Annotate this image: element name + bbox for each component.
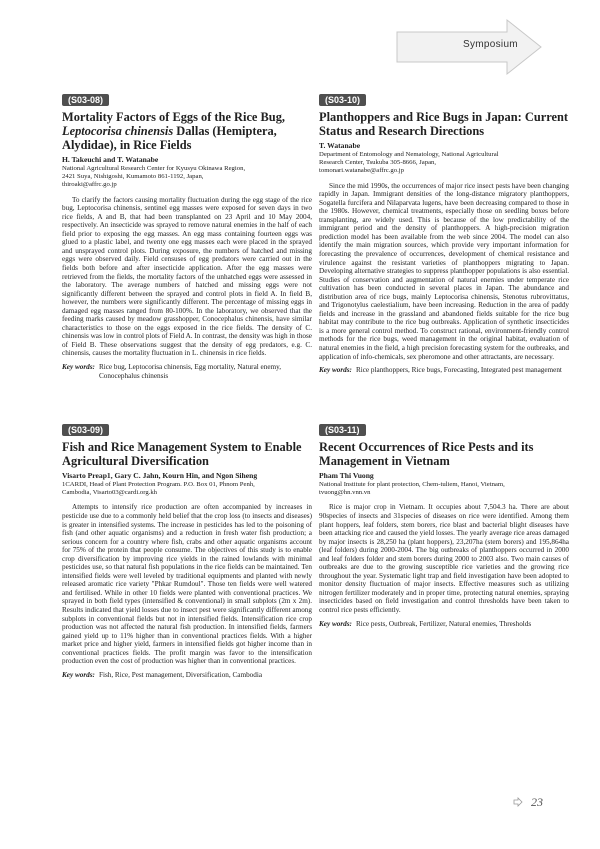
article-s03-11: [319, 420, 569, 628]
article-title: Fish and Rice Management System to Enable Agricultural Diversification: [62, 440, 302, 468]
article-title: Recent Occurrences of Rice Pests and its Management in Vietnam: [319, 440, 534, 468]
article-authors: Pham Thi Vuong: [319, 471, 374, 480]
article-abstract: Since the mid 1990s, the occurrences of major rice insect pests have been changing rapidly in Japan. Immigrant densities of the long-distance migratory planthoppers, Sogatella furcifera and Nilaparvata lugens, have been decreasing compared to those in the 1980s. However, chemical treatments, especially those on seedling boxes before transplanting, are widely used. This is because of the low predictability of the immigrant period and the density of planthoppers. A high-precision migration prediction model has been available from the web since 2004. The model can also identify the main migration sources, which provide very important information for forecasting the prevalence of occurrences, development of chemical resistance and virulence against the resistant varieties of planthoppers migrating to Japan. Developing alternative strategies to suppress planthopper populations is also essential. Studies of conservation and augmentation of natural enemies under temperate rice cultivation has been conducted in several places in Japan. The abundance and distribution area of rice bugs, mainly Leptocorisa chinensis, Stenotus rubrovittatus, and Trigonotylus caelestialium, have been increasing. Reduction in the area of paddy fields and increase in the grassland and abandoned fields suitable for the rice bug habitat may contribute to the rice bug outbreaks. Application of synthetic insecticides is a more general control method. To construct rational, environment-friendly control methods for the rice bugs, weed management in the original habitat, evaluation of natural enemies in the field, a high precision forecasting system for the outbreaks, and application of info-chemicals, sex pheromone and other attractants, are necessary.: [319, 181, 569, 361]
page-number: 23: [531, 795, 543, 809]
section-header-tab: [395, 18, 545, 76]
article-keywords: Key words: Rice bug, Leptocorisa chinensis, Egg mortality, Natural enemy, Conocephalus chinensis: [62, 363, 282, 380]
article-s03-10: [319, 90, 569, 375]
article-keywords: Key words: Rice planthoppers, Rice bugs, Forecasting, Integrated pest management: [319, 366, 562, 375]
article-keywords: Key words: Rice pests, Outbreak, Fertilizer, Natural enemies, Thresholds: [319, 619, 532, 628]
article-title: Planthoppers and Rice Bugs in Japan: Current Status and Research Directions: [319, 110, 568, 138]
article-authors: Visarto Preap1, Gary C. Jahn, Kourn Hin, and Ngon Siheng: [62, 471, 258, 480]
article-code: (S03-09): [62, 424, 109, 436]
article-s03-08: [62, 90, 312, 380]
section-label: Symposium: [463, 39, 518, 50]
article-affiliation: National Institute for plant protection, Chem-tuliem, Hanoi, Vietnam, tvuong@hn.vnn.vn: [319, 481, 505, 497]
page-footer: [513, 795, 543, 810]
arrow-right-icon: [513, 797, 523, 807]
article-code: (S03-10): [319, 94, 366, 106]
article-keywords: Key words: Fish, Rice, Pest management, Diversification, Cambodia: [62, 670, 263, 679]
article-authors: T. Watanabe: [319, 141, 361, 150]
article-abstract: Rice is major crop in Vietnam. It occupies about 7,504.3 ha. There are about 90species of insects and 31species of diseases on rice were identified. Among them plant hoppers, leaf folders, stem borers, rice blast and bacterial blight diseases have been attacking rice and caused the yield losses. The yearly average rice areas damaged by major insects is 28,250 ha (plant hoppers), 23,207ha (stem borers) and 195,864ha (leaf folders) during 2000-2004. The big outbreaks of planthoppers occurred in 2000 and leaf folders folder and stem borers during 2000 to 2003 also. Two main causes of outbreaks are due to the growing susceptible rice varieties and the growing rice throughout the year. Systematic light trap and field investigation have been adopted to monitor density fluctuation of major insects. Effective measures such as utilizing nitrogen fertilizer moderately and in proper time, protecting natural enemies, spraying insecticides based on field investigation and control thresholds have been taken to control rice pests efficiently.: [319, 503, 569, 614]
article-abstract: Attempts to intensify rice production are often accompanied by increases in pesticide use due to a commonly held belief that the crop loss (to insects and diseases) is greater in intensified systems. The increase in pesticides has led to the poisoning of fish (and other aquatic organisms) and a reduction in fresh water fish production; a serious concern for a country where fish, crabs and other aquatic organisms account for 75% of the protein that people consume. The objectives of this study is to enable crop diversification by improving rice yields in the rained lowlands with minimal pesticides use, so that natural fish populations in the rice fields can be maintained. Ten intensified fields were well leveled by traditional equipments and planted with newly released aromatic rice variety "Phkar Rumdoul". Those ten fields were well watered and fertilised. While in other 10 fields were planted with conventional practices. We sprayed in both field types (intensified & conventional) in small subplots (2m x 2m). Results indicated that yield losses due to insect pest were significantly different among subplots in conventional fields but not in intensified fields. Intensification rice crop production was not affected the natural fish production. In intensified fields, farmers gained yield up to 11% higher than in conventional practices fields. With a higher market price and higher yield, farmers in intensified fields got higher income than in conventional practices fields. The profit margin was favor to the intensification production even the cost of production was higher than in conventional practices.: [62, 503, 312, 666]
article-s03-09: [62, 420, 312, 679]
article-affiliation: National Agricultural Research Center for Kyusyu Okinawa Region, 2421 Suya, Nishigoshi, Kumamoto 861-1192, Japan, thiroaki@affrc.go.jp: [62, 165, 246, 189]
article-abstract: To clarify the factors causing mortality fluctuation during the egg stage of the rice bug, Leptocorisa chinensis, sentinel egg masses were exposed for seven days in two rice fields, A and B, that had been transplanted on 23 April and 10 May 2004, respectively. An insecticide was sprayed to remove natural enemies in the half of each field prior to exposing the egg masses. An egg mass containing fourteen eggs was glued to a plastic label, and twenty one egg masses each were placed in the sprayed and unsprayed control plots. During exposure, the numbers of hatched and missing eggs were observed daily. Field censuses of egg predators were carried out in the fields both before and after insecticide application. After the egg masses were retrieved from the fields, the mortality factors of the unhatched eggs were assessed in the laboratory. The average numbers of hatched and missing eggs were not significantly different between the sprayed and control plots in field A. In field B, however, the numbers were significantly different. The percentage of missing eggs in damaged egg masses ranged from 80-100%. In the laboratory, we observed that the feeding marks caused by meadow grasshopper, Conocephalus chinensis, have similar characteristics to those on the eggs exposed in the rice fields. The density of C. chinensis was low in control plots of Field A. In contrast, the density was high in those of Field B. These observations suggest that the density of egg predators, e.g. C. chinensis, causes the mortality fluctuation in L. chinensis in rice fields.: [62, 195, 312, 358]
article-affiliation: Department of Entomology and Nematology, National Agricultural Research Center, Tsukuba 305-8666, Japan, tomonari.watanabe@affrc.go.jp: [319, 151, 499, 175]
article-code: (S03-08): [62, 94, 109, 106]
article-affiliation: 1CARDI, Head of Plant Protection Program. P.O. Box 01, Phnom Penh, Cambodia, Visarto03@cardi.org.kh: [62, 481, 255, 497]
article-authors: H. Takeuchi and T. Watanabe: [62, 155, 159, 164]
article-title: Mortality Factors of Eggs of the Rice Bug, Leptocorisa chinensis Dallas (Hemiptera, Alydidae), in Rice Fields: [62, 110, 285, 152]
article-code: (S03-11): [319, 424, 366, 436]
